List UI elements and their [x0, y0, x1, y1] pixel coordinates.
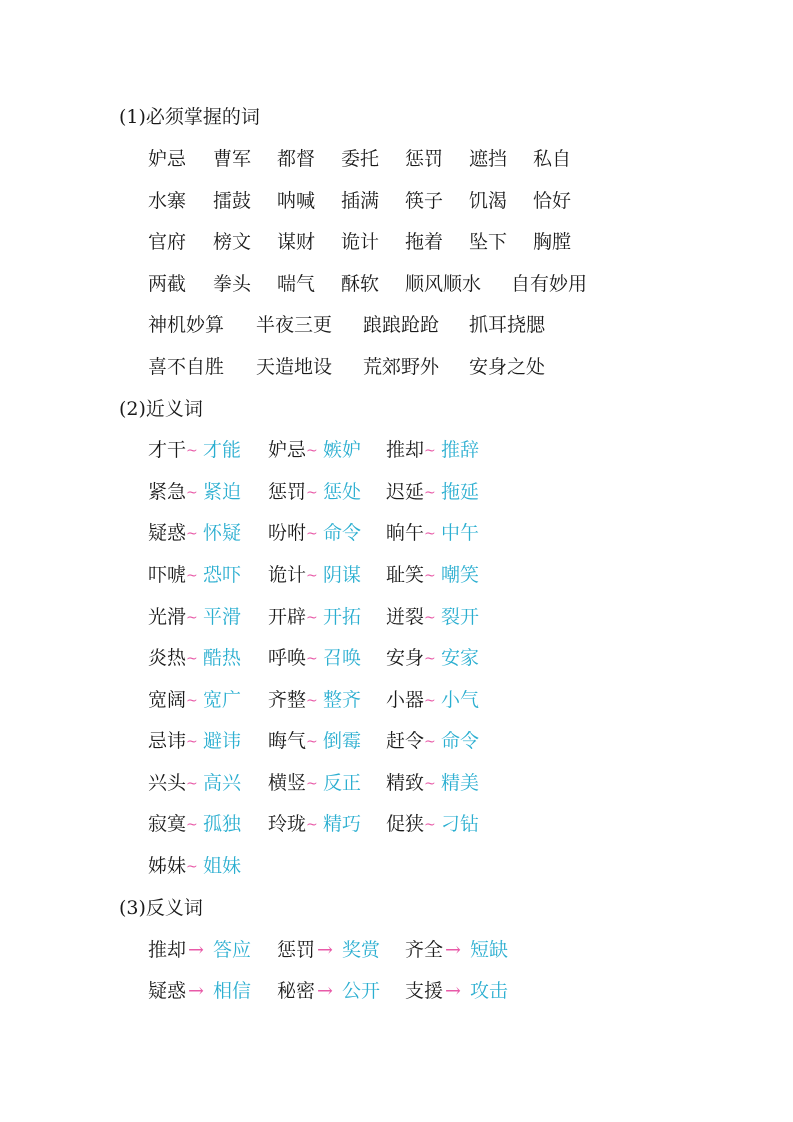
- synonym-answer: 高兴: [203, 772, 242, 794]
- word-item: 官府: [148, 231, 187, 253]
- word-item: 自有妙用: [511, 273, 588, 295]
- synonym-connector: ~: [186, 859, 198, 875]
- word-item: 喜不自胜: [148, 356, 225, 378]
- synonym-word: 姊妹: [148, 855, 187, 877]
- word-item: 喘气: [277, 273, 316, 295]
- synonym-answer: 安家: [441, 647, 480, 669]
- synonym-answer: 整齐: [323, 689, 362, 711]
- word-item: 榜文: [213, 231, 252, 253]
- antonym-word: 疑惑: [148, 980, 187, 1002]
- synonym-word: 横竖: [268, 772, 307, 794]
- antonym-answer: 公开: [342, 980, 381, 1002]
- word-item: 曹军: [213, 148, 252, 170]
- synonym-answer: 孤独: [203, 813, 242, 835]
- word-item: 拳头: [213, 273, 252, 295]
- synonym-word: 惩罚: [268, 481, 307, 503]
- synonym-answer: 姐妹: [203, 855, 242, 877]
- antonym-word: 推却: [148, 939, 187, 961]
- synonym-answer: 宽广: [203, 689, 242, 711]
- synonym-word: 小器: [386, 689, 425, 711]
- synonym-connector: ~: [306, 693, 318, 709]
- synonym-answer: 酷热: [203, 647, 242, 669]
- antonym-answer: 相信: [213, 980, 252, 1002]
- antonym-connector: →: [445, 939, 461, 961]
- word-item: 呐喊: [277, 190, 316, 212]
- antonym-answer: 奖赏: [342, 939, 381, 961]
- synonym-connector: ~: [306, 651, 318, 667]
- synonym-answer: 拖延: [441, 481, 480, 503]
- synonym-connector: ~: [306, 817, 318, 833]
- synonym-answer: 小气: [441, 689, 480, 711]
- synonym-answer: 推辞: [441, 439, 480, 461]
- synonym-word: 齐整: [268, 689, 307, 711]
- section-heading-synonyms: (2)近义词: [119, 398, 203, 420]
- word-item: 插满: [341, 190, 380, 212]
- antonym-answer: 攻击: [470, 980, 509, 1002]
- synonym-answer: 刁钻: [441, 813, 480, 835]
- synonym-word: 赶令: [386, 730, 425, 752]
- word-item: 两截: [148, 273, 187, 295]
- synonym-connector: ~: [306, 734, 318, 750]
- synonym-word: 安身: [386, 647, 425, 669]
- synonym-answer: 命令: [441, 730, 480, 752]
- antonym-connector: →: [317, 980, 333, 1002]
- synonym-answer: 精巧: [323, 813, 362, 835]
- word-item: 委托: [341, 148, 380, 170]
- synonym-connector: ~: [186, 734, 198, 750]
- synonym-connector: ~: [306, 776, 318, 792]
- synonym-word: 耻笑: [386, 564, 425, 586]
- word-item: 天造地设: [256, 356, 333, 378]
- synonym-answer: 中午: [441, 522, 480, 544]
- synonym-connector: ~: [424, 526, 436, 542]
- synonym-word: 疑惑: [148, 522, 187, 544]
- synonym-connector: ~: [186, 651, 198, 667]
- synonym-connector: ~: [424, 817, 436, 833]
- synonym-answer: 恐吓: [203, 564, 242, 586]
- synonym-word: 妒忌: [268, 439, 307, 461]
- word-item: 半夜三更: [256, 314, 333, 336]
- synonym-connector: ~: [186, 568, 198, 584]
- synonym-word: 光滑: [148, 606, 187, 628]
- synonym-connector: ~: [424, 568, 436, 584]
- synonym-word: 吩咐: [268, 522, 307, 544]
- synonym-answer: 命令: [323, 522, 362, 544]
- synonym-answer: 精美: [441, 772, 480, 794]
- word-item: 抓耳挠腮: [469, 314, 546, 336]
- synonym-word: 诡计: [268, 564, 307, 586]
- word-item: 妒忌: [148, 148, 187, 170]
- synonym-connector: ~: [186, 817, 198, 833]
- synonym-connector: ~: [306, 443, 318, 459]
- synonym-word: 兴头: [148, 772, 187, 794]
- synonym-word: 呼唤: [268, 647, 307, 669]
- synonym-answer: 裂开: [441, 606, 480, 628]
- synonym-answer: 才能: [203, 439, 242, 461]
- synonym-answer: 惩处: [323, 481, 362, 503]
- word-item: 私自: [533, 148, 572, 170]
- synonym-connector: ~: [424, 693, 436, 709]
- antonym-connector: →: [188, 980, 204, 1002]
- word-item: 遮挡: [469, 148, 508, 170]
- synonym-connector: ~: [424, 651, 436, 667]
- synonym-connector: ~: [306, 610, 318, 626]
- synonym-connector: ~: [424, 776, 436, 792]
- synonym-word: 迸裂: [386, 606, 425, 628]
- synonym-word: 精致: [386, 772, 425, 794]
- word-item: 诡计: [341, 231, 380, 253]
- antonym-word: 秘密: [277, 980, 316, 1002]
- synonym-connector: ~: [424, 485, 436, 501]
- synonym-answer: 反正: [323, 772, 362, 794]
- word-item: 饥渴: [469, 190, 508, 212]
- word-item: 拖着: [405, 231, 444, 253]
- word-item: 谋财: [277, 231, 316, 253]
- antonym-word: 齐全: [405, 939, 444, 961]
- antonym-word: 惩罚: [277, 939, 316, 961]
- synonym-word: 晌午: [386, 522, 425, 544]
- synonym-answer: 开拓: [323, 606, 362, 628]
- synonym-word: 紧急: [148, 481, 187, 503]
- synonym-answer: 避讳: [203, 730, 242, 752]
- synonym-connector: ~: [186, 693, 198, 709]
- synonym-word: 炎热: [148, 647, 187, 669]
- synonym-answer: 平滑: [203, 606, 242, 628]
- synonym-answer: 怀疑: [203, 522, 242, 544]
- synonym-connector: ~: [424, 443, 436, 459]
- synonym-word: 忌讳: [148, 730, 187, 752]
- synonym-word: 寂寞: [148, 813, 187, 835]
- synonym-connector: ~: [306, 568, 318, 584]
- word-item: 坠下: [469, 231, 508, 253]
- synonym-word: 迟延: [386, 481, 425, 503]
- synonym-word: 推却: [386, 439, 425, 461]
- word-item: 恰好: [533, 190, 572, 212]
- synonym-word: 才干: [148, 439, 187, 461]
- antonym-word: 支援: [405, 980, 444, 1002]
- synonym-connector: ~: [306, 485, 318, 501]
- antonym-connector: →: [445, 980, 461, 1002]
- word-item: 水寨: [148, 190, 187, 212]
- word-item: 踉踉跄跄: [363, 314, 440, 336]
- synonym-word: 开辟: [268, 606, 307, 628]
- word-item: 荒郊野外: [363, 356, 440, 378]
- word-item: 擂鼓: [213, 190, 252, 212]
- word-item: 都督: [277, 148, 316, 170]
- synonym-word: 宽阔: [148, 689, 187, 711]
- synonym-word: 吓唬: [148, 564, 187, 586]
- antonym-answer: 答应: [213, 939, 252, 961]
- section-heading-must: (1)必须掌握的词: [119, 106, 260, 128]
- synonym-answer: 召唤: [323, 647, 362, 669]
- synonym-word: 促狭: [386, 813, 425, 835]
- word-item: 酥软: [341, 273, 380, 295]
- synonym-connector: ~: [186, 443, 198, 459]
- synonym-word: 晦气: [268, 730, 307, 752]
- word-item: 筷子: [405, 190, 444, 212]
- synonym-connector: ~: [186, 485, 198, 501]
- synonym-connector: ~: [424, 610, 436, 626]
- synonym-connector: ~: [186, 776, 198, 792]
- synonym-connector: ~: [306, 526, 318, 542]
- antonym-connector: →: [317, 939, 333, 961]
- antonym-connector: →: [188, 939, 204, 961]
- synonym-connector: ~: [424, 734, 436, 750]
- section-heading-antonyms: (3)反义词: [119, 897, 203, 919]
- synonym-answer: 阴谋: [323, 564, 362, 586]
- synonym-answer: 倒霉: [323, 730, 362, 752]
- word-item: 惩罚: [405, 148, 444, 170]
- antonym-answer: 短缺: [470, 939, 509, 961]
- word-item: 神机妙算: [148, 314, 225, 336]
- synonym-word: 玲珑: [268, 813, 307, 835]
- synonym-answer: 紧迫: [203, 481, 242, 503]
- word-item: 顺风顺水: [405, 273, 482, 295]
- word-item: 胸膛: [533, 231, 572, 253]
- synonym-connector: ~: [186, 526, 198, 542]
- synonym-answer: 嫉妒: [323, 439, 362, 461]
- synonym-connector: ~: [186, 610, 198, 626]
- synonym-answer: 嘲笑: [441, 564, 480, 586]
- word-item: 安身之处: [469, 356, 546, 378]
